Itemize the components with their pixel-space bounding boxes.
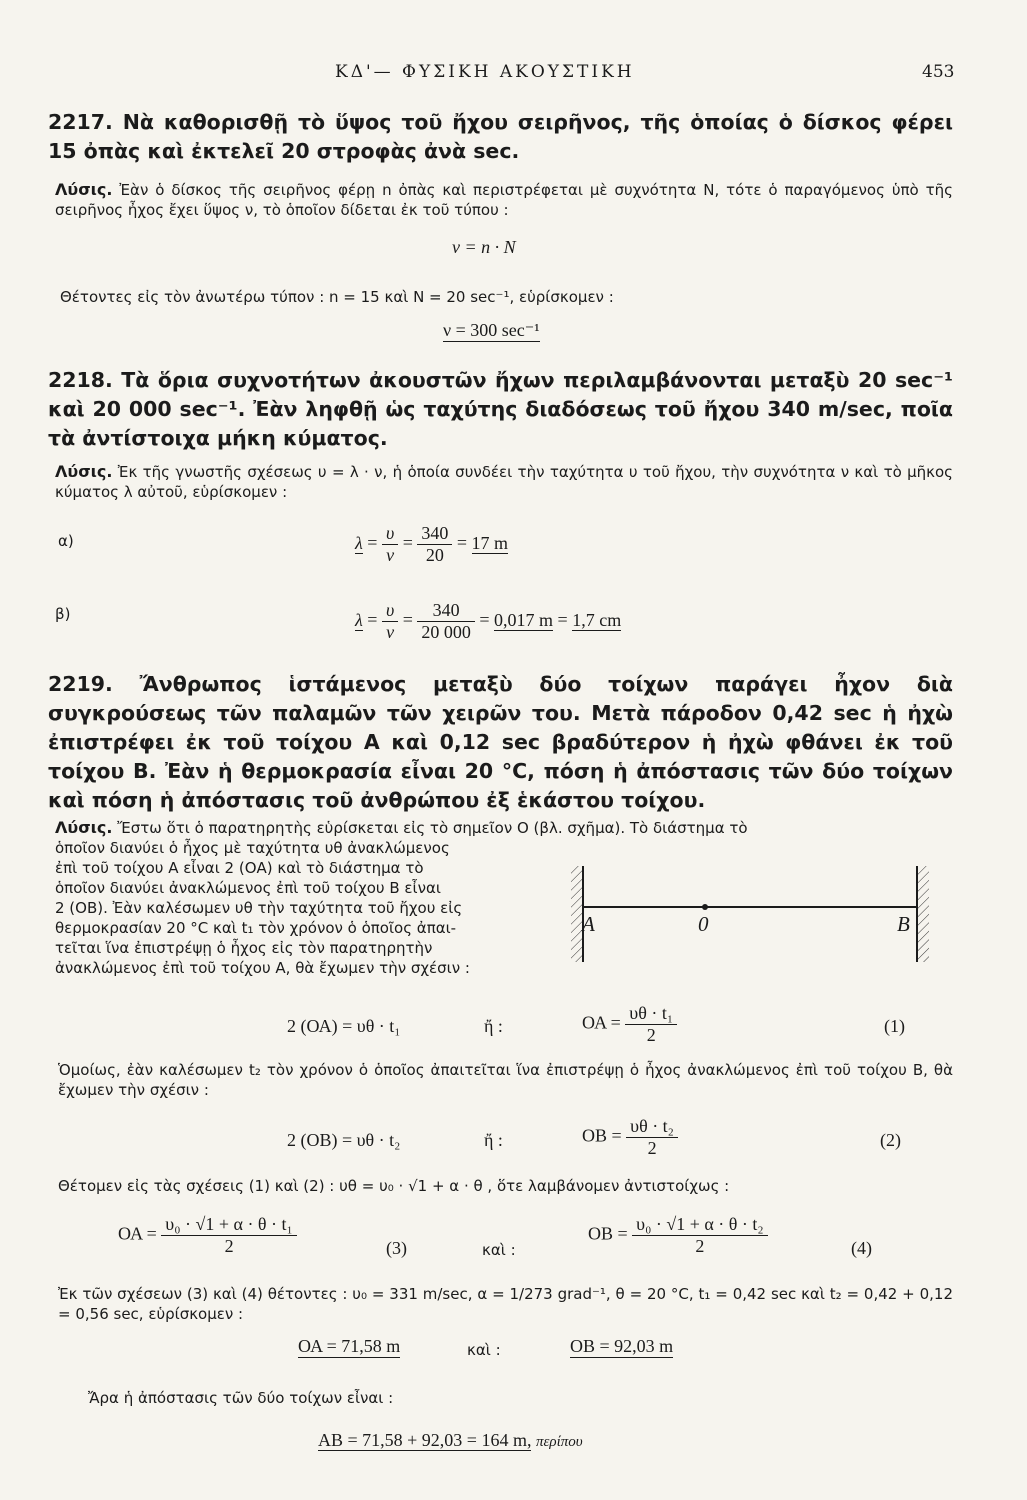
fraction-u-over-v: $\frac{\upsilon}{\nu}$	[382, 523, 398, 566]
solution-label: Λύσις.	[55, 180, 113, 199]
substitution-2217: Θέτοντες εἰς τὸν ἀνωτέρω τύπον : n = 15 καὶ N = 20 sec⁻¹, εὑρίσκομεν :	[60, 288, 614, 306]
solution-2219-first	[55, 818, 953, 838]
therefore-text: Ἄρα ἡ ἀπόστασις τῶν δύο τοίχων εἶναι :	[88, 1389, 394, 1407]
problem-2218: 2218. Τὰ ὅρια συχνοτήτων ἀκουστῶν ἤχων περιλαμβάνονται μεταξὺ 20 sec⁻¹ καὶ 20 000 sec⁻¹. Ἐὰν ληφθῇ ὡς ταχύτης διαδόσεως τοῦ ἤχου 340 m/sec, ποῖα τὰ ἀντίστοιχα μήκη κύματος.	[48, 368, 953, 450]
equation-4-tag: (4)	[851, 1238, 872, 1258]
solution-line: τεῖται ἵνα ἐπιστρέψῃ ὁ ἦχος εἰς τὸν παρατηρητὴν	[55, 939, 433, 957]
equation-1-left: 2 (ΟΑ) = υθ · t₁	[287, 1016, 401, 1036]
problem-2217: 2217. Νὰ καθορισθῇ τὸ ὕψος τοῦ ἤχου σειρῆνος, τῆς ὁποίας ὁ δίσκος φέρει 15 ὀπὰς καὶ ἐκτελεῖ 20 στροφὰς ἀνὰ sec.	[48, 110, 953, 163]
similarly-text: Ὁμοίως, ἐὰν καλέσωμεν t₂ τὸν χρόνον ὁ ὁποῖος ἀπαιτεῖται ἵνα ἐπιστρέψῃ ὁ ἦχος ἀνακλώμενος ἐπὶ τοῦ τοίχου Β, θὰ ἔχωμεν τὴν σχέσιν :	[58, 1061, 953, 1099]
figure-label-o: 0	[698, 912, 709, 936]
equation-3-tag: (3)	[386, 1238, 407, 1258]
equation-2-left: 2 (ΟΒ) = υθ · t₂	[287, 1130, 401, 1150]
values-text: Ἐκ τῶν σχέσεων (3) καὶ (4) θέτοντες : υ₀ = 331 m/sec, α = 1/273 grad⁻¹, θ = 20 °C, t₁ = 0,42 sec καὶ t₂ = 0,42 + 0,12 = 0,56 sec, εὑρίσκομεν :	[58, 1285, 953, 1323]
solution-label: Λύσις.	[55, 818, 113, 837]
figure-label-a: A	[582, 912, 595, 936]
solution-label: Λύσις.	[55, 462, 113, 481]
page-number: 453	[922, 62, 955, 82]
solution-line: θερμοκρασίαν 20 °C καὶ t₁ τὸν χρόνον ὁ ὁποῖος ἀπαι-	[55, 919, 457, 937]
result-case-b-m: 0,017 m	[494, 609, 554, 630]
observer-point	[702, 904, 708, 910]
equation-3: ΟΑ = $\frac{\text{υ₀ · √1 + α · θ · t₁}}{2}$	[118, 1214, 297, 1257]
equation-2-tag: (2)	[880, 1130, 901, 1150]
solution-text: Ἐκ τῆς γνωστῆς σχέσεως υ = λ · ν, ἡ ὁποία συνδέει τὴν ταχύτητα υ τοῦ ἤχου, τὴν συχνότητα ν καὶ τὸ μῆκος κύματος λ αὐτοῦ, εὑρίσκομεν :	[55, 463, 953, 501]
approx-text: περίπου	[535, 1434, 583, 1450]
problem-2219: 2219. Ἄνθρωπος ἱστάμενος μεταξὺ δύο τοίχων παράγει ἦχον διὰ συγκρούσεως τῶν παλαμῶν τῶν χειρῶν του. Μετὰ πάροδον 0,42 sec ἡ ἠχὼ ἐπιστρέφει ἐκ τοῦ τοίχου Α καὶ 0,12 sec βραδύτερον ἡ ἠχὼ φθάνει ἐκ τοῦ τοίχου Β. Ἐὰν ἡ θερμοκρασία εἶναι 20 °C, πόση ἡ ἀπόστασις τῶν δύο τοίχων καὶ πόση ἡ ἀπόστασις τοῦ ἀνθρώπου ἐξ ἑκάστου τοίχου.	[48, 672, 953, 812]
final-equation: AB = 71,58 + 92,03 = 164 m,	[318, 1430, 532, 1450]
solution-line: ἀνακλώμενος ἐπὶ τοῦ τοίχου Α, θὰ ἔχωμεν τὴν σχέσιν :	[55, 959, 470, 977]
figure-label-b: B	[897, 912, 910, 936]
solution-line: ἐπὶ τοῦ τοίχου Α εἶναι 2 (ΟΑ) καὶ τὸ διάστημα τὸ	[55, 859, 424, 877]
formula-frequency: ν = n · N	[452, 237, 516, 257]
lambda: λ	[355, 532, 363, 553]
solution-2218	[55, 462, 953, 502]
result-case-a: 17 m	[471, 532, 509, 553]
solution-line: ὁποῖον διανύει ὁ ἦχος μὲ ταχύτητα υθ ἀνακλώμενος	[55, 839, 450, 857]
fraction-values: $\frac{340}{20}$	[417, 523, 452, 566]
equation-1-right: ΟΑ = $\frac{\text{υθ · t₁}}{2}$	[582, 1003, 677, 1046]
equation-2-right: ΟΒ = $\frac{\text{υθ · t₂}}{2}$	[582, 1116, 678, 1159]
equation-case-a: λ = $\frac{\upsilon}{\nu}$ = $\frac{340}{20}$ = 17 m	[355, 523, 509, 565]
equation-1-tag: (1)	[884, 1016, 905, 1036]
wall-b-hatch	[917, 866, 929, 962]
result-ob: ΟΒ = 92,03 m	[570, 1336, 674, 1356]
case-a-label: α)	[58, 532, 74, 550]
solution-text: Ἐὰν ὁ δίσκος τῆς σειρῆνος φέρῃ n ὀπὰς καὶ περιστρέφεται μὲ συχνότητα Ν, τότε ὁ παραγόμενος ὑπὸ τῆς σειρῆνος ἦχος ἔχει ὕψος ν, τὸ ὁποῖον δίδεται ἐκ τοῦ τύπου :	[55, 181, 953, 219]
solution-line: 2 (ΟΒ). Ἐὰν καλέσωμεν υθ τὴν ταχύτητα τοῦ ἤχου εἰς	[55, 899, 463, 917]
fraction-u-over-v: $\frac{\upsilon}{\nu}$	[382, 600, 398, 643]
result-case-b-cm: 1,7 cm	[572, 609, 622, 630]
fraction-values: $\frac{340}{20 000}$	[417, 600, 475, 643]
case-b-label: β)	[55, 605, 71, 623]
result-oa: ΟΑ = 71,58 m	[298, 1336, 401, 1356]
lambda: λ	[355, 609, 363, 630]
substitute-text: Θέτομεν εἰς τὰς σχέσεις (1) καὶ (2) : υθ = υ₀ · √1 + α · θ , ὅτε λαμβάνομεν ἀντιστοίχως :	[58, 1177, 730, 1195]
solution-text: Ἔστω ὅτι ὁ παρατηρητὴς εὑρίσκεται εἰς τὸ σημεῖον Ο (βλ. σχῆμα). Τὸ διάστημα τὸ	[117, 819, 748, 837]
result-2217: ν = 300 sec⁻¹	[443, 320, 540, 340]
solution-line: ὁποῖον διανύει ἀνακλώμενος ἐπὶ τοῦ τοίχου Β εἶναι	[55, 879, 441, 897]
and-text: καὶ :	[482, 1241, 516, 1259]
equation-4: ΟΒ = $\frac{\text{υ₀ · √1 + α · θ · t₂}}{2}$	[588, 1214, 768, 1257]
final-result	[318, 1430, 583, 1451]
solution-2217	[55, 180, 953, 220]
chapter-title: ΚΔ'— ΦΥΣΙΚΗ ΑΚΟΥΣΤΙΚΗ	[335, 62, 635, 82]
solution-2219-lines	[55, 838, 555, 978]
equation-case-b: λ = $\frac{\upsilon}{\nu}$ = $\frac{340}{20 000}$ = 0,017 m = 1,7 cm	[355, 600, 622, 642]
equation-1-or: ἤ :	[484, 1016, 503, 1036]
result-and: καὶ :	[467, 1341, 501, 1359]
equation-2-or: ἤ :	[484, 1130, 503, 1150]
walls-diagram	[565, 862, 935, 966]
